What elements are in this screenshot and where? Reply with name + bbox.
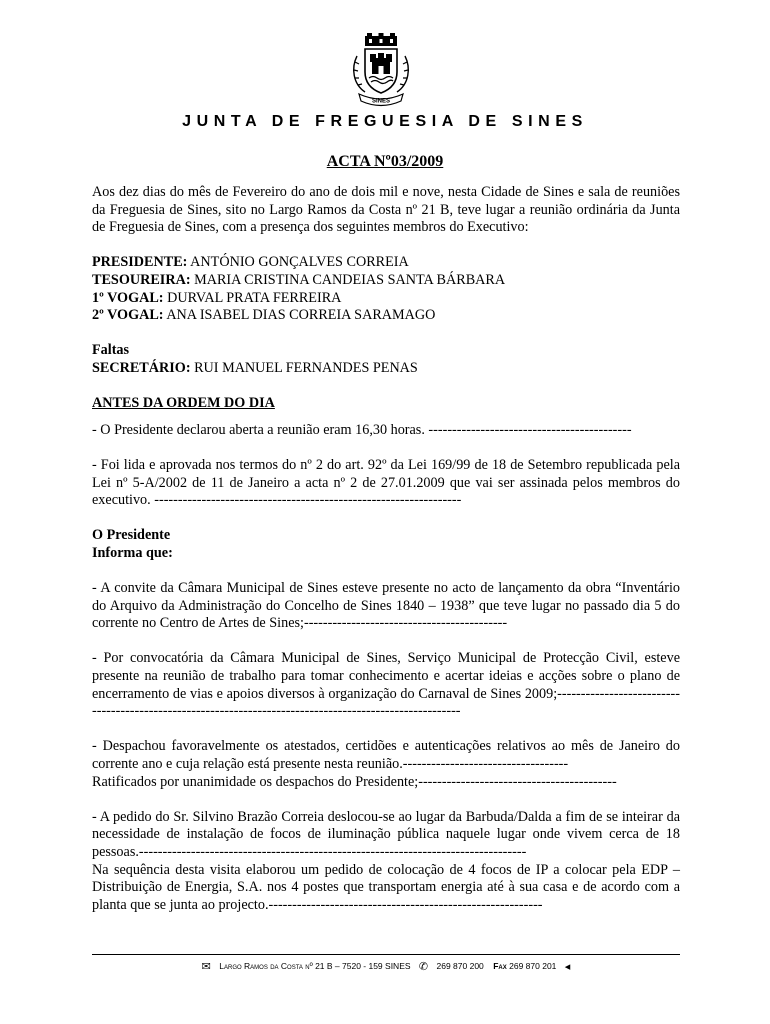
footer-phone: 269 870 200 bbox=[436, 961, 484, 971]
organization-title: JUNTA DE FREGUESIA DE SINES bbox=[182, 113, 588, 130]
member-role: TESOUREIRA: bbox=[92, 271, 191, 288]
footer-address: Largo Ramos da Costa nº 21 B – 7520 - 159 SINES bbox=[219, 961, 411, 971]
faltas-heading: Faltas bbox=[92, 342, 130, 359]
document-body bbox=[92, 184, 680, 914]
section-subheading-informa: Informa que: bbox=[92, 544, 173, 561]
member-role: SECRETÁRIO: bbox=[92, 359, 191, 376]
section-heading-antes: ANTES DA ORDEM DO DIA bbox=[92, 395, 275, 412]
paragraph-barbuda: - A pedido do Sr. Silvino Brazão Correia deslocou-se ao lugar da Barbuda/Dalda a fim de se inteirar da necessidade de instalação de focos de iluminação pública naquele lugar onde vivem cerca de 18 pessoas.---------------------------------------------------------------------------------- bbox=[92, 808, 680, 860]
intro-paragraph: Aos dez dias do mês de Fevereiro do ano de dois mil e nove, nesta Cidade de Sines e sala de reuniões da Freguesia de Sines, sito no Largo Ramos da Costa nº 21 B, teve lugar a reunião ordinária da Junta de Freguesia de Sines, com a presença dos seguintes membros do Executivo: bbox=[92, 184, 680, 236]
member-role: 2º VOGAL: bbox=[92, 307, 164, 324]
member-name: DURVAL PRATA FERREIRA bbox=[167, 289, 342, 306]
absent-member-line bbox=[92, 360, 680, 378]
paragraph-opening: - O Presidente declarou aberta a reunião eram 16,30 horas. ------------------------------------------- bbox=[92, 421, 632, 438]
member-name: ANA ISABEL DIAS CORREIA SARAMAGO bbox=[166, 307, 436, 324]
member-role: PRESIDENTE: bbox=[92, 254, 188, 271]
section-heading-presidente: O Presidente bbox=[92, 527, 171, 544]
paragraph-despachos: - Despachou favoravelmente os atestados, certidões e autenticações relativos ao mês de Janeiro do corrente ano e cuja relação está presente nesta reunião.----------------------------------- bbox=[92, 738, 680, 772]
phone-icon: ✆ bbox=[418, 961, 429, 973]
paragraph-carnaval: - Por convocatória da Câmara Municipal de Sines, Serviço Municipal de Protecção Civil, esteve presente na reunião de trabalho para tomar conhecimento e acertar ideias e acções sobre o plano de encerramento de vias e apoios diversos à organização do Carnaval de Sines 2009;-------------------------------------------------------------------------------------------------------- bbox=[92, 650, 680, 720]
member-name: RUI MANUEL FERNANDES PENAS bbox=[194, 359, 418, 376]
member-role: 1º VOGAL: bbox=[92, 289, 164, 306]
member-line bbox=[92, 254, 680, 272]
member-line bbox=[92, 290, 680, 308]
crest-ribbon-text: SINES bbox=[371, 98, 391, 105]
member-name: ANTÓNIO GONÇALVES CORREIA bbox=[190, 254, 409, 271]
member-line bbox=[92, 272, 680, 290]
document-title: ACTA Nº03/2009 bbox=[326, 153, 444, 170]
paragraph-edp: Na sequência desta visita elaborou um pedido de colocação de 4 focos de IP a colocar pela EDP – Distribuição de Energia, S.A. nos 4 postes que transportam energia até à sua casa e de acordo com a planta que se junta ao projecto.---------------------------------------------------------- bbox=[92, 861, 680, 913]
coat-of-arms-icon bbox=[343, 32, 419, 108]
footer-fax-label: Fax bbox=[493, 961, 507, 971]
paragraph-inventario: - A convite da Câmara Municipal de Sines esteve presente no acto de lançamento da obra “Inventário do Arquivo da Administração do Concelho de Sines 1840 – 1938” que teve lugar no passado dia 5 do corrente no Centro de Artes de Sines;------------------------------------------- bbox=[92, 580, 680, 632]
envelope-icon: ✉ bbox=[201, 961, 211, 973]
footer bbox=[92, 960, 680, 973]
paragraph-ratificados: Ratificados por unanimidade os despachos do Presidente;------------------------------------------ bbox=[92, 773, 617, 790]
footer-divider bbox=[92, 954, 680, 955]
fax-icon: ◂ bbox=[564, 961, 571, 973]
paragraph-approval: - Foi lida e aprovada nos termos do nº 2 do art. 92º da Lei 169/99 de 18 de Setembro republicada pela Lei nº 5-A/2002 de 11 de Janeiro a acta nº 2 de 27.01.2009 que vai ser assinada pelos membros do executivo. ----------------------------------------------------------------- bbox=[92, 456, 680, 509]
footer-fax: 269 870 201 bbox=[509, 961, 557, 971]
member-line bbox=[92, 307, 680, 325]
member-name: MARIA CRISTINA CANDEIAS SANTA BÁRBARA bbox=[194, 271, 506, 288]
